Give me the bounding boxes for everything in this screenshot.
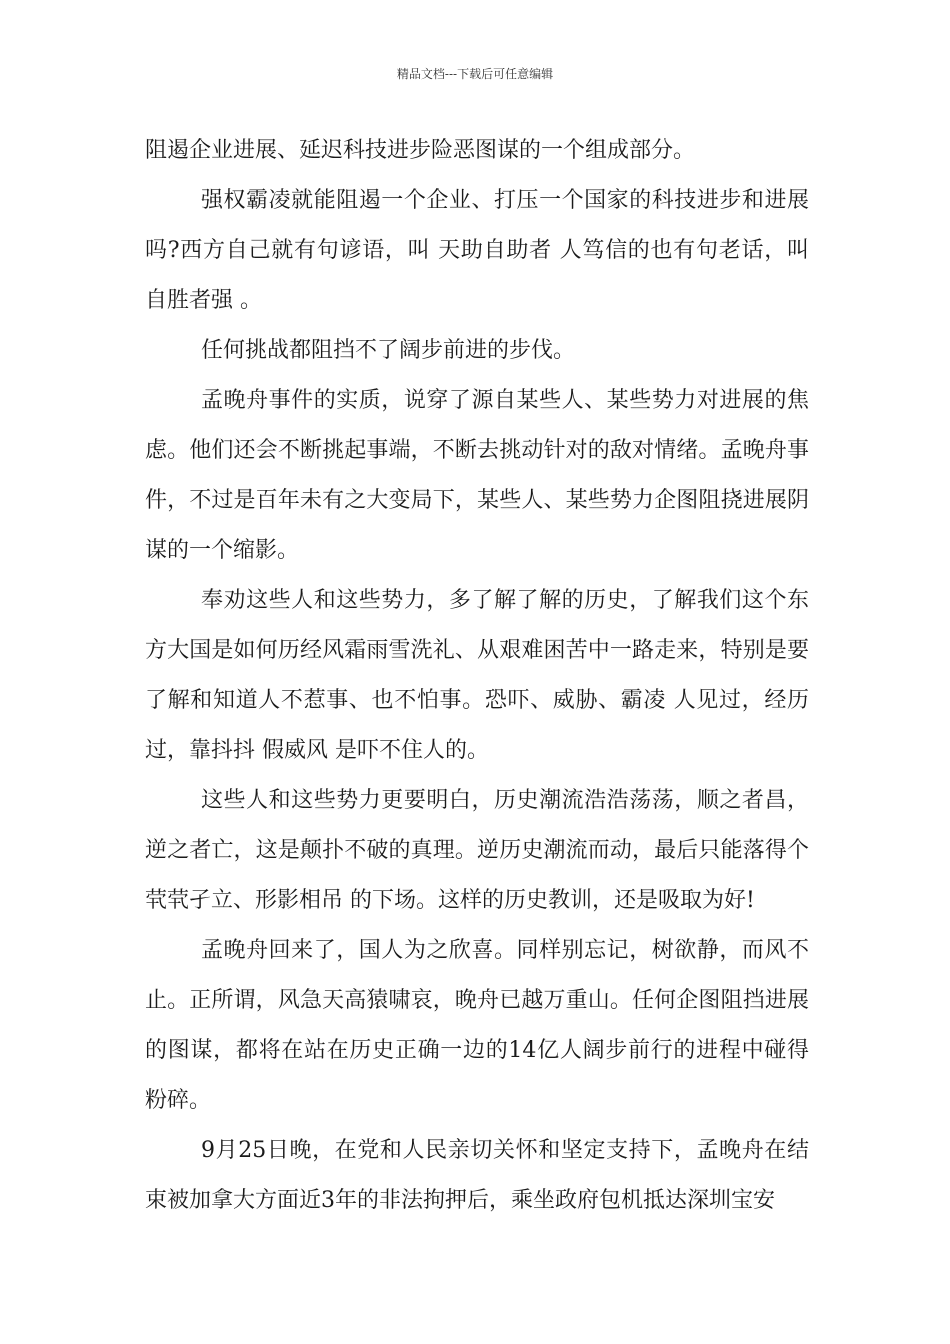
paragraph: 孟晚舟事件的实质，说穿了源自某些人、某些势力对进展的焦虑。他们还会不断挑起事端，不断去挑动针对的敌对情绪。孟晚舟事件，不过是百年未有之大变局下，某些人、某些势力企图阻挠进展阴谋的一个缩影。	[145, 388, 809, 563]
paragraph: 奉劝这些人和这些势力，多了解了解的历史，了解我们这个东方大国是如何历经风霜雨雪洗礼、从艰难困苦中一路走来，特别是要了解和知道人不惹事、也不怕事。恐吓、威胁、霸凌 人见过，经历过，靠抖抖 假威风 是吓不住人的。	[145, 588, 809, 763]
paragraph-continuation: 阻遏企业进展、延迟科技进步险恶图谋的一个组成部分。	[145, 138, 696, 163]
page-header: 精品文档---下载后可任意编辑	[396, 67, 554, 81]
paragraph: 强权霸凌就能阻遏一个企业、打压一个国家的科技进步和进展吗?西方自己就有句谚语，叫 天助自助者 人笃信的也有句老话，叫 自胜者强 。	[145, 188, 809, 313]
paragraph: 孟晚舟回来了，国人为之欣喜。同样别忘记，树欲静，而风不止。正所谓，风急天高猿啸哀，晚舟已越万重山。任何企图阻挡进展的图谋，都将在站在历史正确一边的14亿人阔步前行的进程中碰得粉碎。	[145, 938, 809, 1113]
paragraph: 9月25日晚，在党和人民亲切关怀和坚定支持下，孟晚舟在结束被加拿大方面近3年的非法拘押后，乘坐政府包机抵达深圳宝安	[145, 1138, 809, 1213]
paragraph: 这些人和这些势力更要明白，历史潮流浩浩荡荡，顺之者昌，逆之者亡，这是颠扑不破的真理。逆历史潮流而动，最后只能落得个 茕茕孑立、形影相吊 的下场。这样的历史教训，还是吸取为好!	[145, 788, 809, 913]
paragraph: 任何挑战都阻挡不了阔步前进的步伐。	[201, 338, 576, 363]
document-body	[145, 126, 809, 1226]
